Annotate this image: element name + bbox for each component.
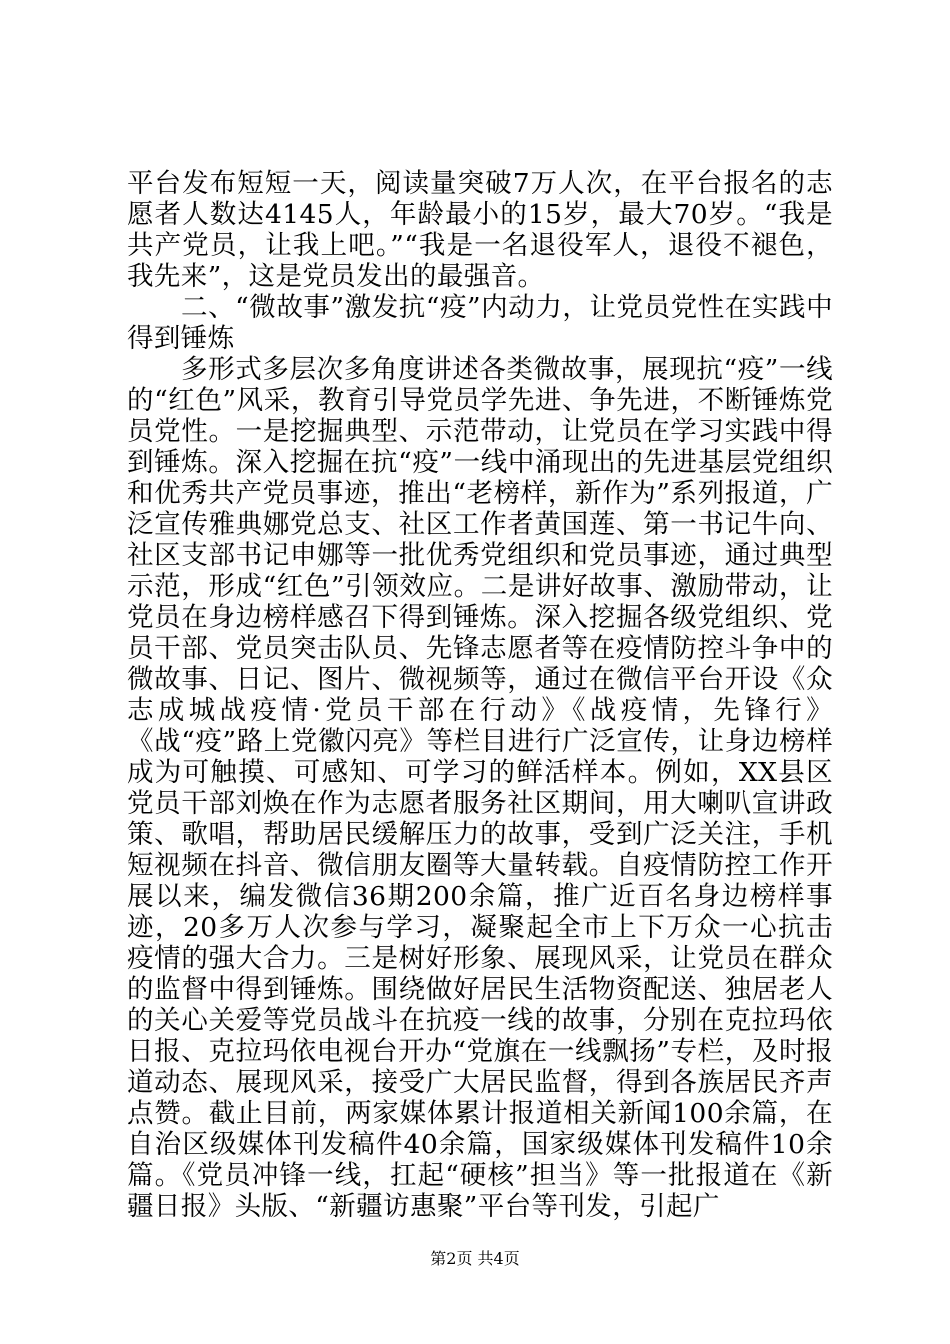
document-body — [127, 168, 833, 1222]
page-number-label: 第2页 共4页 — [430, 1249, 520, 1268]
section-heading-paragraph: 二、“微故事”激发抗“疫”内动力，让党员党性在实践中得到锤炼 — [127, 292, 833, 354]
body-paragraph-continuation: 平台发布短短一天，阅读量突破7万人次，在平台报名的志愿者人数达4145人，年龄最小的15岁，最大70岁。“我是共产党员，让我上吧。”“我是一名退役军人，退役不褪色，我先来”，这是党员发出的最强音。 — [127, 168, 833, 292]
body-paragraph: 多形式多层次多角度讲述各类微故事，展现抗“疫”一线的“红色”风采，教育引导党员学先进、争先进，不断锤炼党员党性。一是挖掘典型、示范带动，让党员在学习实践中得到锤炼。深入挖掘在抗“疫”一线中涌现出的先进基层党组织和优秀共产党员事迹，推出“老榜样，新作为”系列报道，广泛宣传雅典娜党总支、社区工作者黄国莲、第一书记牛向、社区支部书记申娜等一批优秀党组织和党员事迹，通过典型示范，形成“红色”引领效应。二是讲好故事、激励带动，让党员在身边榜样感召下得到锤炼。深入挖掘各级党组织、党员干部、党员突击队员、先锋志愿者等在疫情防控斗争中的微故事、日记、图片、微视频等，通过在微信平台开设《众志成城战疫情·党员干部在行动》《战疫情，先锋行》《战“疫”路上党徽闪亮》等栏目进行广泛宣传，让身边榜样成为可触摸、可感知、可学习的鲜活样本。例如，XX县区党员干部刘焕在作为志愿者服务社区期间，用大喇叭宣讲政策、歌唱，帮助居民缓解压力的故事，受到广泛关注，手机短视频在抖音、微信朋友圈等大量转载。自疫情防控工作开展以来，编发微信36期200余篇，推广近百名身边榜样事迹，20多万人次参与学习，凝聚起全市上下万众一心抗击疫情的强大合力。三是树好形象、展现风采，让党员在群众的监督中得到锤炼。围绕做好居民生活物资配送、独居老人的关心关爱等党员战斗在抗疫一线的故事，分别在克拉玛依日报、克拉玛依电视台开办“党旗在一线飘扬”专栏，及时报道动态、展现风采，接受广大居民监督，得到各族居民齐声点赞。截止目前，两家媒体累计报道相关新闻100余篇，在自治区级媒体刊发稿件40余篇，国家级媒体刊发稿件10余篇。《党员冲锋一线，扛起“硬核”担当》等一批报道在《新疆日报》头版、“新疆访惠聚”平台等刊发，引起广 — [127, 354, 833, 1222]
page-footer — [0, 1249, 950, 1269]
